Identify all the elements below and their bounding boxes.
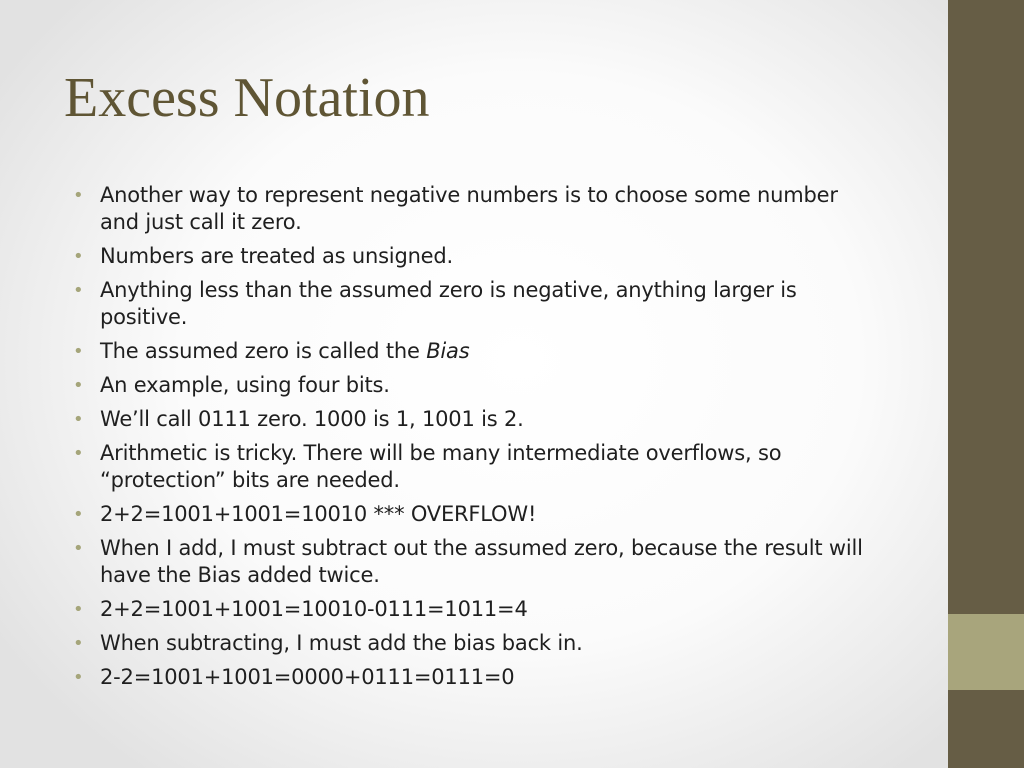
bullet-text: When subtracting, I must add the bias back in.	[100, 631, 583, 655]
bullet-dot-icon: •	[73, 375, 84, 396]
bullet-item	[73, 277, 873, 331]
bullet-emphasis: Bias	[426, 339, 470, 363]
bullet-dot-icon: •	[73, 246, 84, 267]
bullet-dot-icon: •	[73, 599, 84, 620]
bullet-item	[73, 630, 873, 657]
bullet-dot-icon: •	[73, 538, 84, 559]
bullet-item	[73, 501, 873, 528]
bullet-text: 2+2=1001+1001=10010 *** OVERFLOW!	[100, 502, 537, 526]
bullet-text: Numbers are treated as unsigned.	[100, 244, 454, 268]
bullet-text: An example, using four bits.	[100, 373, 390, 397]
bullet-dot-icon: •	[73, 633, 84, 654]
bullet-dot-icon: •	[73, 341, 84, 362]
bullet-item	[73, 440, 873, 494]
bullet-item	[73, 535, 873, 589]
bullet-text: When I add, I must subtract out the assumed zero, because the result will have the Bias added twice.	[100, 536, 863, 587]
bullet-item	[73, 664, 873, 691]
bullet-text: Anything less than the assumed zero is negative, anything larger is positive.	[100, 278, 797, 329]
slide-title: Excess Notation	[64, 67, 430, 129]
bullet-text: Arithmetic is tricky. There will be many intermediate overflows, so “protection” bits are needed.	[100, 441, 782, 492]
bullet-dot-icon: •	[73, 504, 84, 525]
bullet-text: We’ll call 0111 zero. 1000 is 1, 1001 is 2.	[100, 407, 524, 431]
bullet-text: The assumed zero is called the	[100, 339, 427, 363]
bullet-item	[73, 243, 873, 270]
bullet-item	[73, 372, 873, 399]
bullet-item	[73, 406, 873, 433]
bullet-dot-icon: •	[73, 185, 84, 206]
bullet-item	[73, 596, 873, 623]
bullet-text: 2+2=1001+1001=10010-0111=1011=4	[100, 597, 528, 621]
bullet-list	[73, 182, 873, 698]
bullet-text: Another way to represent negative numbers is to choose some number and just call it zero.	[100, 183, 838, 234]
bullet-dot-icon: •	[73, 409, 84, 430]
side-accent-block	[948, 614, 1024, 690]
bullet-item	[73, 338, 873, 365]
bullet-dot-icon: •	[73, 280, 84, 301]
bullet-text: 2-2=1001+1001=0000+0111=0111=0	[100, 665, 515, 689]
bullet-dot-icon: •	[73, 667, 84, 688]
bullet-item	[73, 182, 873, 236]
bullet-dot-icon: •	[73, 443, 84, 464]
